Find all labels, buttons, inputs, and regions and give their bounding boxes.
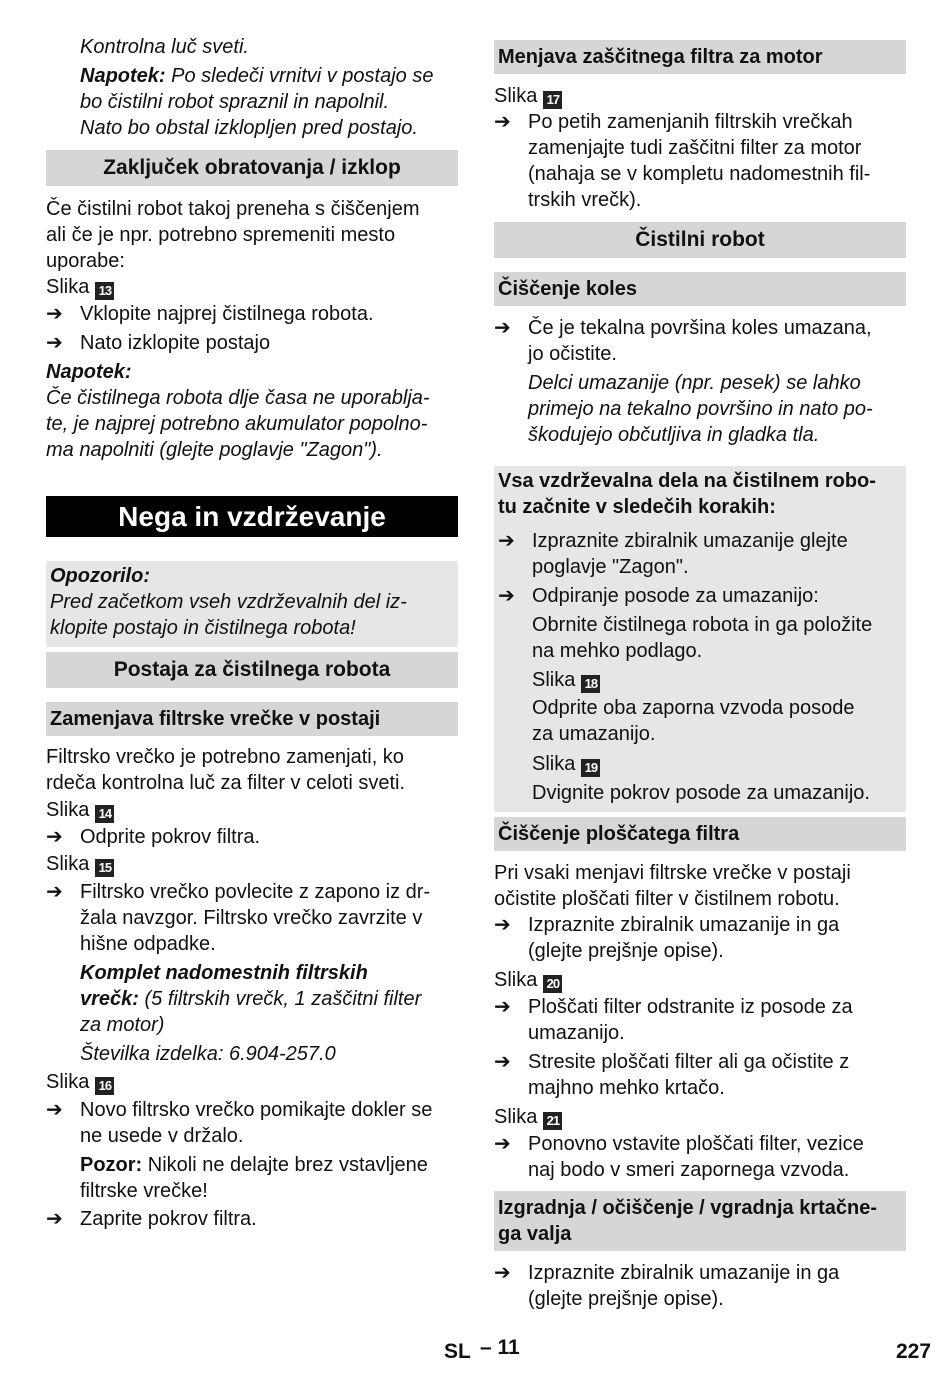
step-text: Vklopite najprej čistilnega robota. bbox=[80, 303, 374, 325]
step-text: Izpraznite zbiralnik umazanije in ga bbox=[528, 914, 840, 936]
kit-title: Komplet nadomestnih filtrskih bbox=[80, 962, 368, 984]
note-label: Napotek: bbox=[80, 65, 166, 87]
chapter-title: Nega in vzdrževanje bbox=[46, 496, 458, 537]
arrow-icon: ➔ bbox=[498, 585, 515, 607]
subsection-heading-brush-roller bbox=[494, 1191, 906, 1251]
figure-ref bbox=[46, 851, 458, 877]
step-text: Ponovno vstavite ploščati filter, vezice bbox=[528, 1133, 864, 1155]
arrow-icon: ➔ bbox=[46, 303, 63, 325]
figure-number-icon: 18 bbox=[581, 675, 600, 693]
figure-label: Slika bbox=[494, 1106, 538, 1128]
arrow-icon: ➔ bbox=[46, 1099, 63, 1121]
step-note: Delci umazanije (npr. pesek) se lahko bbox=[528, 372, 861, 394]
figure-number-icon: 13 bbox=[95, 282, 114, 300]
paragraph: Če čistilni robot takoj preneha s čiščenjem bbox=[46, 198, 420, 220]
paragraph: očistite ploščati filter v čistilnem robotu. bbox=[494, 888, 840, 910]
paragraph: rdeča kontrolna luč za filter v celoti sveti. bbox=[46, 772, 406, 794]
step-text: ne usede v držalo. bbox=[80, 1125, 244, 1147]
figure-label: Slika bbox=[494, 85, 538, 107]
kit-contents: za motor) bbox=[80, 1014, 165, 1036]
subsection-heading-motor-filter: Menjava zaščitnega filtra za motor bbox=[494, 40, 906, 74]
maintenance-steps-box bbox=[494, 466, 906, 812]
paragraph: uporabe: bbox=[46, 250, 125, 272]
step bbox=[494, 1049, 906, 1075]
paragraph: ali če je npr. potrebno spremeniti mesto bbox=[46, 224, 396, 246]
figure-label: Slika bbox=[494, 969, 538, 991]
step-text: Če je tekalna površina koles umazana, bbox=[528, 317, 872, 339]
step-text: za umazanijo. bbox=[532, 723, 656, 745]
warning-box bbox=[46, 561, 458, 647]
warning-text: klopite postajo in čistilnega robota! bbox=[50, 617, 356, 639]
note-text: Če čistilnega robota dlje časa ne uporablja- bbox=[46, 387, 430, 409]
caution-label: Pozor: bbox=[80, 1154, 143, 1176]
step-text: Po petih zamenjanih filtrskih vrečkah bbox=[528, 111, 853, 133]
figure-number-icon: 21 bbox=[543, 1112, 562, 1130]
figure-number-icon: 14 bbox=[95, 805, 114, 823]
kit-contents: (5 filtrskih vrečk, 1 zaščitni filter bbox=[138, 988, 422, 1010]
step bbox=[494, 109, 906, 135]
step-note: primejo na tekalno površino in nato po- bbox=[528, 398, 873, 420]
step-text: Ploščati filter odstranite iz posode za bbox=[528, 996, 853, 1018]
figure-label: Slika bbox=[532, 753, 576, 775]
step-note: škodujejo občutljiva in gladka tla. bbox=[528, 424, 820, 446]
arrow-icon: ➔ bbox=[46, 881, 63, 903]
note-text: te, je najprej potrebno akumulator popolno- bbox=[46, 413, 428, 435]
step-text: Filtrsko vrečko povlecite z zapono iz dr- bbox=[80, 881, 431, 903]
subsection-heading-line: Izgradnja / očiščenje / vgradnja krtačne- bbox=[498, 1197, 878, 1219]
step-text: umazanijo. bbox=[528, 1022, 625, 1044]
arrow-icon: ➔ bbox=[494, 111, 511, 133]
figure-ref bbox=[494, 1104, 906, 1130]
caution-text bbox=[80, 1152, 458, 1178]
step-text: (glejte prejšnje opise). bbox=[528, 1288, 724, 1310]
note-text: Po sledeči vrnitvi v postajo se bbox=[165, 65, 434, 87]
step-text: jo očistite. bbox=[528, 343, 617, 365]
subsection-heading-flat-filter: Čiščenje ploščatega filtra bbox=[494, 817, 906, 851]
step-text: Stresite ploščati filter ali ga očistite z bbox=[528, 1051, 850, 1073]
figure-number-icon: 17 bbox=[543, 91, 562, 109]
step bbox=[494, 315, 906, 341]
step-text: Dvignite pokrov posode za umazanijo. bbox=[532, 782, 870, 804]
figure-ref bbox=[46, 797, 458, 823]
step bbox=[494, 1260, 906, 1286]
step-text: Izpraznite zbiralnik umazanije glejte bbox=[532, 530, 848, 552]
footer-language: SL bbox=[444, 1340, 471, 1363]
step bbox=[46, 1097, 458, 1123]
note-label: Napotek: bbox=[46, 361, 132, 383]
part-number: Številka izdelka: 6.904-257.0 bbox=[80, 1043, 336, 1065]
step-text: (nahaja se v kompletu nadomestnih fil- bbox=[528, 163, 871, 185]
arrow-icon: ➔ bbox=[494, 1133, 511, 1155]
section-heading-robot: Čistilni robot bbox=[494, 222, 906, 258]
figure-ref bbox=[494, 967, 906, 993]
box-heading: Vsa vzdrževalna dela na čistilnem robo- bbox=[498, 470, 876, 492]
kit-title: vrečk: bbox=[80, 988, 139, 1010]
arrow-icon: ➔ bbox=[494, 1051, 511, 1073]
step-text: poglavje "Zagon". bbox=[532, 556, 689, 578]
figure-label: Slika bbox=[46, 799, 90, 821]
arrow-icon: ➔ bbox=[494, 1262, 511, 1284]
figure-label: Slika bbox=[532, 669, 576, 691]
arrow-icon: ➔ bbox=[46, 332, 63, 354]
step-text: Odprite pokrov filtra. bbox=[80, 826, 261, 848]
step-text: hišne odpadke. bbox=[80, 933, 216, 955]
step-text: Izpraznite zbiralnik umazanije in ga bbox=[528, 1262, 840, 1284]
step-text: Nato izklopite postajo bbox=[80, 332, 271, 354]
arrow-icon: ➔ bbox=[494, 317, 511, 339]
step bbox=[46, 301, 458, 327]
page-number: 227 bbox=[896, 1340, 932, 1363]
step bbox=[46, 824, 458, 850]
figure-number-icon: 15 bbox=[95, 859, 114, 877]
step-text: Odpiranje posode za umazanijo: bbox=[532, 585, 819, 607]
arrow-icon: ➔ bbox=[46, 826, 63, 848]
warning-label: Opozorilo: bbox=[50, 565, 150, 587]
figure-ref bbox=[46, 274, 458, 300]
step bbox=[494, 994, 906, 1020]
note-text: ma napolniti (glejte poglavje "Zagon"). bbox=[46, 439, 383, 461]
figure-ref bbox=[46, 1069, 458, 1095]
step-text: Obrnite čistilnega robota in ga položite bbox=[532, 614, 873, 636]
step bbox=[498, 583, 906, 609]
step-text: Novo filtrsko vrečko pomikajte dokler se bbox=[80, 1099, 433, 1121]
subsection-heading-filter-bag: Zamenjava filtrske vrečke v postaji bbox=[46, 702, 458, 736]
figure-ref bbox=[494, 83, 906, 109]
figure-number-icon: 16 bbox=[95, 1077, 114, 1095]
step-text: na mehko podlago. bbox=[532, 640, 703, 662]
figure-number-icon: 20 bbox=[543, 975, 562, 993]
caution-body: filtrske vrečke! bbox=[80, 1180, 208, 1202]
arrow-icon: ➔ bbox=[498, 530, 515, 552]
step-text: trskih vrečk). bbox=[528, 189, 642, 211]
intro-note bbox=[80, 63, 458, 89]
figure-label: Slika bbox=[46, 853, 90, 875]
subsection-heading-line: ga valja bbox=[498, 1223, 572, 1245]
caution-body: Nikoli ne delajte brez vstavljene bbox=[142, 1154, 428, 1176]
step-text: (glejte prejšnje opise). bbox=[528, 940, 724, 962]
figure-ref bbox=[532, 667, 906, 693]
step bbox=[46, 879, 458, 905]
intro-note-line: Nato bo obstal izklopljen pred postajo. bbox=[80, 117, 418, 139]
kit-text bbox=[80, 986, 458, 1012]
section-heading-station: Postaja za čistilnega robota bbox=[46, 652, 458, 688]
step bbox=[46, 1206, 458, 1232]
figure-number-icon: 19 bbox=[581, 759, 600, 777]
subsection-heading-wheels: Čiščenje koles bbox=[494, 272, 906, 306]
paragraph: Pri vsaki menjavi filtrske vrečke v postaji bbox=[494, 862, 851, 884]
box-heading: tu začnite v sledečih korakih: bbox=[498, 496, 776, 518]
arrow-icon: ➔ bbox=[46, 1208, 63, 1230]
figure-ref bbox=[532, 751, 906, 777]
step bbox=[498, 528, 906, 554]
step bbox=[46, 330, 458, 356]
step-text: žala navzgor. Filtrsko vrečko zavrzite v bbox=[80, 907, 423, 929]
step-text: majhno mehko krtačo. bbox=[528, 1077, 725, 1099]
intro-note-line: bo čistilni robot spraznil in napolnil. bbox=[80, 91, 390, 113]
footer-section-page: – 11 bbox=[480, 1336, 520, 1359]
figure-label: Slika bbox=[46, 1071, 90, 1093]
warning-text: Pred začetkom vseh vzdrževalnih del iz- bbox=[50, 591, 407, 613]
section-heading-shutdown: Zaključek obratovanja / izklop bbox=[46, 150, 458, 186]
step-text: zamenjajte tudi zaščitni filter za motor bbox=[528, 137, 862, 159]
step-text: Odprite oba zaporna vzvoda posode bbox=[532, 697, 855, 719]
paragraph: Filtrsko vrečko je potrebno zamenjati, ko bbox=[46, 746, 404, 768]
step bbox=[494, 912, 906, 938]
intro-text: Kontrolna luč sveti. bbox=[80, 36, 249, 58]
step bbox=[494, 1131, 906, 1157]
step-text: Zaprite pokrov filtra. bbox=[80, 1208, 257, 1230]
arrow-icon: ➔ bbox=[494, 914, 511, 936]
figure-label: Slika bbox=[46, 276, 90, 298]
step-text: naj bodo v smeri zapornega vzvoda. bbox=[528, 1159, 850, 1181]
arrow-icon: ➔ bbox=[494, 996, 511, 1018]
